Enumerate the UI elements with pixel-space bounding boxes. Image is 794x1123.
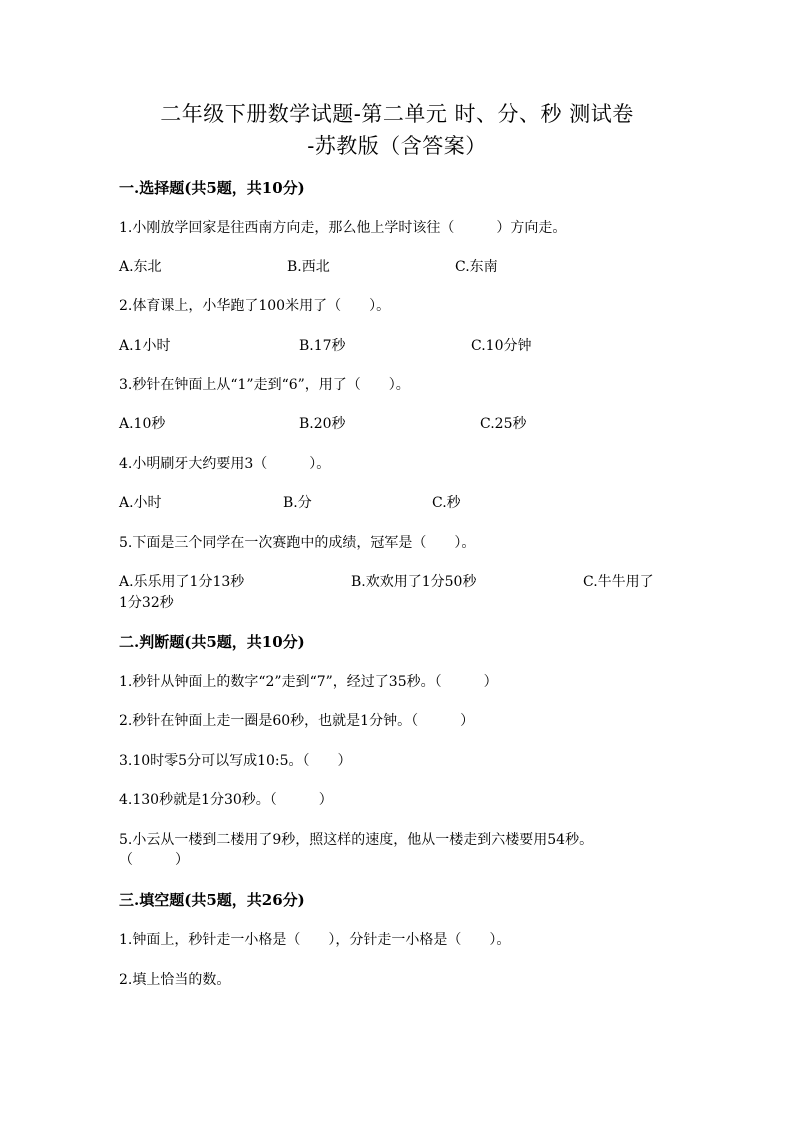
question-judgment-2: 2.秒针在钟面上走一圈是60秒，也就是1分钟。（ ） (119, 713, 475, 729)
question-judgment-3: 3.10时零5分可以写成10:5。（ ） (119, 753, 352, 769)
section-heading-fill-in: 三.填空题(共5题，共26分) (119, 891, 305, 909)
question-fill-2: 2.填上恰当的数。 (119, 972, 231, 988)
question-choice-3: 3.秒针在钟面上从“1”走到“6”，用了（ ）。 (119, 377, 410, 393)
option-b: B.20秒 (299, 416, 346, 432)
option-a: A.乐乐用了1分13秒 (119, 574, 245, 590)
option-b: B.17秒 (299, 338, 346, 354)
question-judgment-5: 5.小云从一楼到二楼用了9秒，照这样的速度，他从一楼走到六楼要用54秒。 (119, 832, 594, 848)
question-choice-1: 1.小刚放学回家是往西南方向走，那么他上学时该往（ ）方向走。 (119, 220, 567, 236)
option-b: B.分 (283, 495, 312, 511)
question-judgment-4: 4.130秒就是1分30秒。（ ） (119, 792, 333, 808)
option-a: A.1小时 (119, 338, 171, 354)
option-c: C.25秒 (480, 416, 527, 432)
option-b: B.欢欢用了1分50秒 (351, 574, 477, 590)
question-choice-4: 4.小明刷牙大约要用3（ ）。 (119, 456, 331, 472)
option-c: C.10分钟 (471, 338, 532, 354)
option-a: A.东北 (119, 259, 162, 275)
option-b: B.西北 (287, 259, 330, 275)
option-a: A.小时 (119, 495, 162, 511)
option-a: A.10秒 (119, 416, 166, 432)
option-c: C.秒 (432, 495, 461, 511)
option-c-continued: 1分32秒 (119, 595, 174, 611)
option-c: C.东南 (455, 259, 498, 275)
question-judgment-5-blank: （ ） (119, 852, 189, 868)
option-c: C.牛牛用了 (583, 574, 654, 590)
question-judgment-1: 1.秒针从钟面上的数字“2”走到“7”，经过了35秒。（ ） (119, 674, 498, 690)
section-heading-judgment: 二.判断题(共5题，共10分) (119, 633, 305, 651)
page-title-line-1: 二年级下册数学试题-第二单元 时、分、秒 测试卷 (160, 102, 634, 126)
question-choice-5: 5.下面是三个同学在一次赛跑中的成绩，冠军是（ ）。 (119, 535, 476, 551)
page-title-line-2: -苏教版（含答案） (307, 134, 487, 158)
section-heading-choice: 一.选择题(共5题，共10分) (119, 179, 305, 197)
question-fill-1: 1.钟面上，秒针走一小格是（ ），分针走一小格是（ ）。 (119, 932, 511, 948)
question-choice-2: 2.体育课上，小华跑了100米用了（ ）。 (119, 298, 391, 314)
